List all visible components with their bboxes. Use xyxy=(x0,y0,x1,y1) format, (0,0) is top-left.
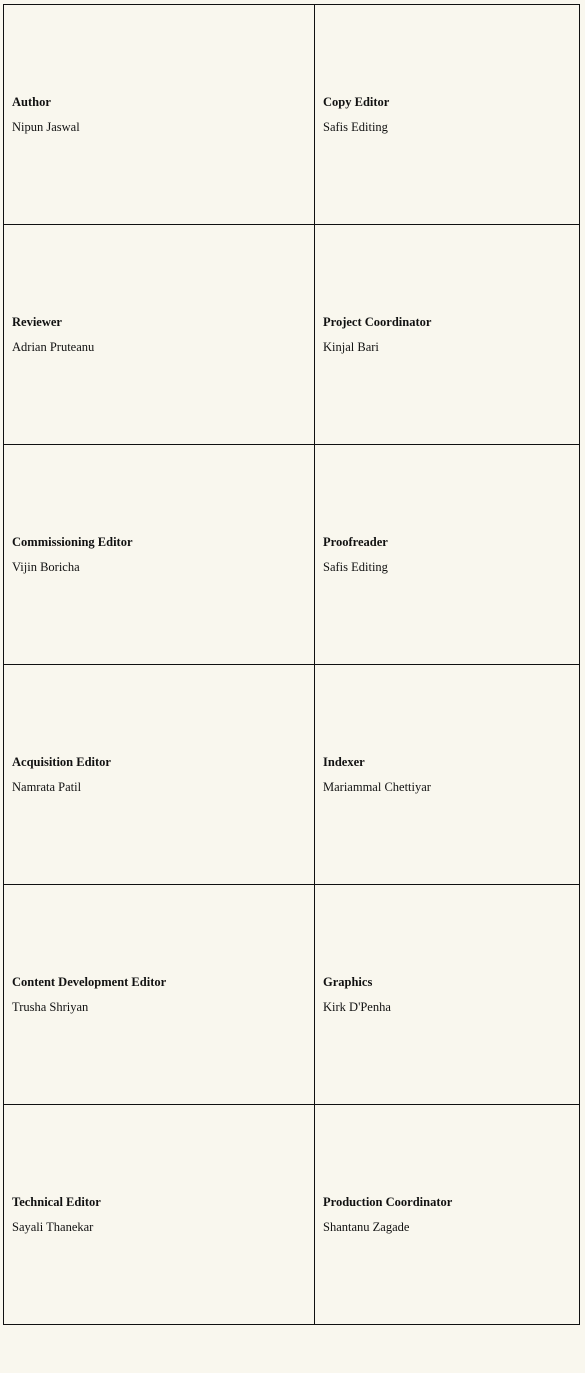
credits-row xyxy=(4,665,580,885)
credit-name: Safis Editing xyxy=(323,559,388,574)
credit-name: Safis Editing xyxy=(323,119,388,134)
credit-name: Namrata Patil xyxy=(12,779,82,794)
credit-name: Trusha Shriyan xyxy=(12,999,89,1014)
credit-cell xyxy=(315,665,580,885)
credit-role: Author xyxy=(12,94,51,109)
credits-row xyxy=(4,1105,580,1325)
credit-cell xyxy=(4,5,315,225)
credit-role: Proofreader xyxy=(323,534,388,549)
credits-row xyxy=(4,885,580,1105)
credit-role: Copy Editor xyxy=(323,94,390,109)
credit-cell xyxy=(315,225,580,445)
credit-role: Graphics xyxy=(323,974,373,989)
credit-name: Sayali Thanekar xyxy=(12,1219,94,1234)
credit-role: Reviewer xyxy=(12,314,62,329)
credit-role: Indexer xyxy=(323,754,365,769)
credit-role: Content Development Editor xyxy=(12,974,167,989)
credit-cell xyxy=(4,665,315,885)
credit-role: Production Coordinator xyxy=(323,1194,453,1209)
credit-name: Kirk D'Penha xyxy=(323,999,391,1014)
credit-cell xyxy=(315,885,580,1105)
credits-row xyxy=(4,445,580,665)
credit-cell xyxy=(315,445,580,665)
credit-role: Technical Editor xyxy=(12,1194,101,1209)
credits-row xyxy=(4,5,580,225)
credit-role: Commissioning Editor xyxy=(12,534,133,549)
credit-name: Vijin Boricha xyxy=(12,559,80,574)
credits-row xyxy=(4,225,580,445)
credit-name: Adrian Pruteanu xyxy=(12,339,95,354)
credit-cell xyxy=(4,445,315,665)
credit-cell xyxy=(4,225,315,445)
credit-cell xyxy=(315,5,580,225)
credit-name: Nipun Jaswal xyxy=(12,119,80,134)
credit-cell xyxy=(4,885,315,1105)
credits-table xyxy=(3,4,580,1325)
credit-name: Mariammal Chettiyar xyxy=(323,779,431,794)
credit-cell xyxy=(4,1105,315,1325)
credit-role: Acquisition Editor xyxy=(12,754,111,769)
credit-name: Kinjal Bari xyxy=(323,339,379,354)
credit-role: Project Coordinator xyxy=(323,314,432,329)
credit-name: Shantanu Zagade xyxy=(323,1219,410,1234)
credit-cell xyxy=(315,1105,580,1325)
